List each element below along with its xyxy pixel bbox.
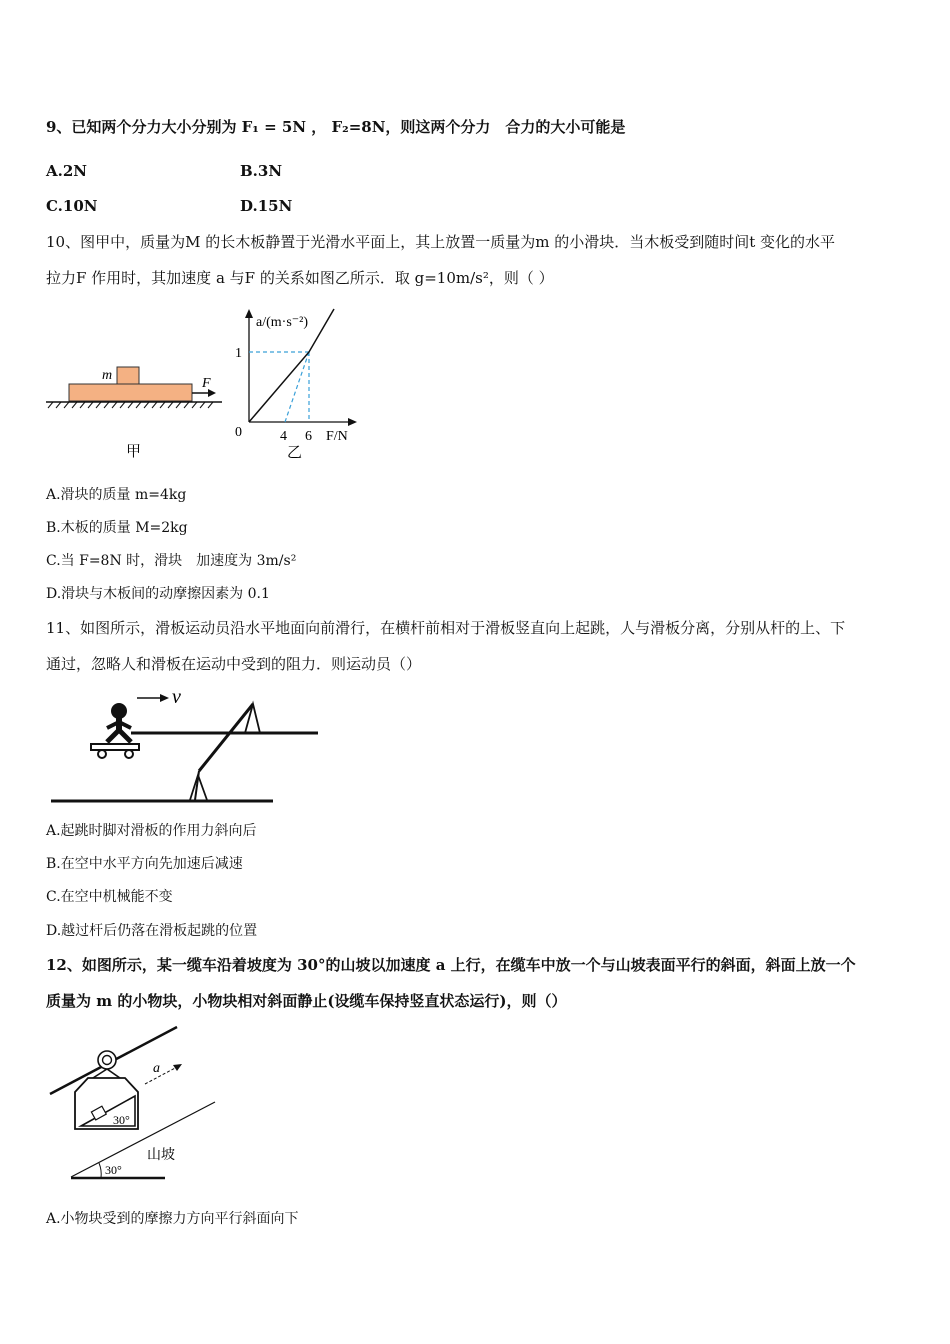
q11-option-c: C.在空中机械能不变 — [46, 889, 173, 905]
q10-option-b: B.木板的质量 M=2kg — [46, 520, 188, 536]
y-tick-1: 1 — [235, 346, 242, 361]
y-axis-label: a/(m·s⁻²) — [256, 315, 309, 330]
accel-label: a — [153, 1061, 160, 1076]
q12-stem-line1: 12、如图所示，某一缆车沿着坡度为 30°的山坡以加速度 a 上行，在缆车中放一个与山坡表面平行的斜面，斜面上放一个 — [46, 956, 856, 974]
x-tick-6: 6 — [305, 429, 312, 444]
q10-stem-line1: 10、图甲中，质量为M 的长木板静置于光滑水平面上，其上放置一质量为m 的小滑块．当木板受到随时间t 变化的水平 — [46, 233, 836, 251]
x-axis-label: F/N — [326, 429, 348, 444]
long-board — [69, 384, 192, 401]
q10-option-a: A.滑块的质量 m=4kg — [46, 487, 187, 503]
q9-option-a: A.2N — [46, 162, 88, 180]
q10-option-d: D.滑块与木板间的动摩擦因素为 0.1 — [46, 586, 270, 602]
q9-option-b: B.3N — [240, 162, 283, 180]
q11-figure-skateboard — [45, 680, 330, 810]
small-block — [117, 367, 139, 384]
dash-slanted — [285, 352, 309, 422]
q11-stem-line2: 通过，忽略人和滑板在运动中受到的阻力．则运动员（） — [46, 655, 422, 673]
figure-caption-jia: 甲 — [126, 444, 142, 460]
q10-figure-board — [40, 355, 230, 465]
q11-option-d: D.越过杆后仍落在滑板起跳的位置 — [46, 923, 258, 939]
slope-angle-label: 30° — [105, 1163, 122, 1177]
q10-option-c: C.当 F=8N 时，滑块 加速度为 3m/s² — [46, 553, 297, 569]
x-tick-4: 4 — [280, 429, 287, 444]
origin-label: 0 — [235, 425, 242, 440]
q12-option-a: A.小物块受到的摩擦力方向平行斜面向下 — [46, 1211, 299, 1227]
accel-arrow — [145, 1067, 177, 1084]
q9-stem: 9、已知两个分力大小分别为 F₁ = 5N ， F₂=8N，则这两个分力 合力的大小可能是 — [46, 118, 626, 136]
block-label: m — [102, 368, 113, 383]
q10-stem-line2: 拉力F 作用时，其加速度 a 与F 的关系如图乙所示．取 g=10m/s²，则（ ） — [46, 269, 554, 287]
skater-figure — [107, 703, 131, 742]
q10-figure-graph — [230, 305, 370, 465]
q9-option-c: C.10N — [46, 197, 98, 215]
figure-caption-yi: 乙 — [287, 445, 303, 461]
velocity-label: v — [172, 686, 181, 708]
q12-figure-cable-car — [45, 1022, 245, 1187]
q11-option-a: A.起跳时脚对滑板的作用力斜向后 — [46, 823, 257, 839]
q11-stem-line1: 11、如图所示，滑板运动员沿水平地面向前滑行，在横杆前相对于滑板竖直向上起跳，人与滑板分离，分别从杆的上、下 — [46, 619, 846, 637]
force-label: F — [202, 376, 211, 391]
q9-option-d: D.15N — [240, 197, 293, 215]
slope-label: 山坡 — [147, 1148, 175, 1163]
crossbar — [199, 704, 253, 771]
q11-option-b: B.在空中水平方向先加速后减速 — [46, 856, 243, 872]
skateboard — [91, 744, 139, 750]
ground-hatch — [48, 402, 213, 408]
q12-stem-line2: 质量为 m 的小物块，小物块相对斜面静止(设缆车保持竖直状态运行)，则（） — [46, 992, 567, 1010]
incline-angle-label: 30° — [113, 1113, 130, 1127]
